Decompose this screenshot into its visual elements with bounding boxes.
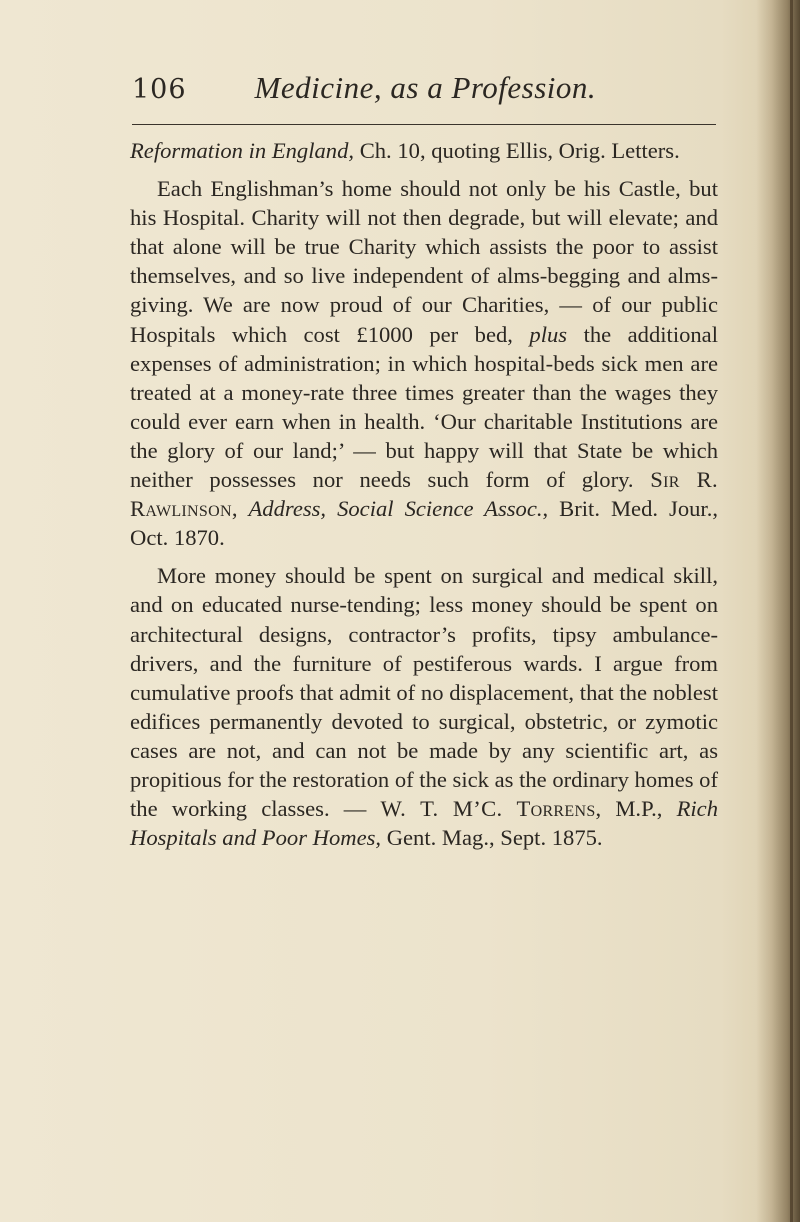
- cost-value: £1000: [356, 321, 413, 347]
- paragraph-text: Each Englishman’s home should not only be his Castle, but his Hospital. Charity will not then degrade, but will elevate; and that alone will be true Charity which assists the poor to assist themselves, and so live independent of alms-begging and alms-giving. We are now proud of our Charities, — of our public Hospitals which cost: [130, 176, 718, 347]
- page-edge-line: [790, 0, 793, 1222]
- paragraph-rawlinson: [130, 174, 718, 552]
- punctuation: ,: [231, 496, 249, 522]
- running-title: Medicine, as a Profession.: [254, 70, 597, 105]
- running-head: [132, 70, 712, 110]
- paragraph-torrens: [130, 561, 718, 852]
- citation-detail: Gent. Mag., Sept. 1875.: [381, 825, 603, 851]
- page-binding-edge: [756, 0, 800, 1222]
- citation-detail: , Brit. Med. Jour., Oct. 1870.: [130, 496, 719, 551]
- header-rule: [132, 124, 716, 125]
- citation-detail: Ch. 10, quoting Ellis, Orig. Letters.: [354, 138, 680, 163]
- emphasis-plus: plus: [529, 321, 568, 347]
- citation-title: Reformation in England,: [130, 138, 355, 163]
- paragraph-text: the additional expenses of administration; in which hospital-beds sick men are treated at a money-rate three times greater than the wages they could ever earn when in health. ‘Our charitable Institutions are the glory of our land;’ — but happy will that State be which neither possesses nor needs such form of glory.: [130, 321, 718, 493]
- continuation-citation: [130, 136, 718, 165]
- citation-title: Rich Hospitals and Poor Homes,: [130, 796, 718, 851]
- page-number: 106: [132, 74, 187, 105]
- quote-author: W. T. M’C. Torrens: [380, 796, 596, 822]
- author-suffix: , M.P.,: [595, 796, 677, 822]
- paragraph-text: More money should be spent on surgical and medical skill, and on educated nurse-tending; less money should be spent on architectural designs, contractor’s profits, tipsy ambulance-drivers, and the furniture of pestiferous wards. I argue from cumulative proofs that admit of no displacement, that the noblest edifices permanently devoted to surgical, obstetric, or zymotic cases are not, and can not be made by any scientific art, as propitious for the restoration of the sick as the ordinary homes of the working classes. —: [130, 563, 718, 822]
- citation-title: Address, Social Science Assoc.: [248, 496, 543, 522]
- quote-author: Sir R. Rawlinson: [130, 467, 718, 522]
- paragraph-text: per bed,: [412, 321, 530, 347]
- page-body: [130, 136, 718, 852]
